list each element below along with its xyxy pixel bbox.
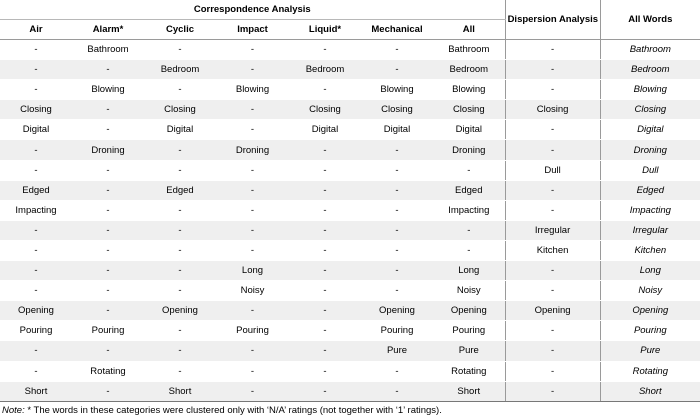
table-cell: -	[144, 160, 216, 180]
table-cell: Digital	[600, 120, 700, 140]
table-cell: Opening	[505, 301, 600, 321]
table-cell: Bedroom	[600, 60, 700, 80]
table-cell: Short	[0, 381, 72, 401]
table-cell: -	[0, 341, 72, 361]
table-cell: -	[289, 301, 361, 321]
table-cell: -	[361, 180, 433, 200]
table-cell: -	[216, 341, 289, 361]
table-cell: Rotating	[433, 361, 505, 381]
table-cell: Noisy	[433, 281, 505, 301]
note-text: * The words in these categories were clustered only with ‘N/A’ ratings (not together with ‘1’ ratings).	[24, 405, 442, 416]
table-cell: -	[72, 281, 144, 301]
table-cell: Impacting	[433, 200, 505, 220]
table-cell: -	[216, 60, 289, 80]
table-cell: Closing	[361, 100, 433, 120]
table-cell: Pouring	[361, 321, 433, 341]
table-cell: -	[0, 40, 72, 60]
table-cell: Pouring	[0, 321, 72, 341]
col-header-mechanical: Mechanical	[361, 20, 433, 40]
table-cell: -	[505, 80, 600, 100]
table-cell: Pouring	[216, 321, 289, 341]
table-row	[0, 321, 700, 341]
table-cell: -	[289, 160, 361, 180]
table-cell: Pouring	[433, 321, 505, 341]
table-row	[0, 361, 700, 381]
col-header-air: Air	[0, 20, 72, 40]
table-cell: -	[0, 140, 72, 160]
table-cell: -	[0, 281, 72, 301]
table-cell: Blowing	[72, 80, 144, 100]
table-cell: -	[289, 240, 361, 260]
table-cell: -	[289, 341, 361, 361]
table-cell: -	[289, 140, 361, 160]
table-row	[0, 80, 700, 100]
table-cell: -	[72, 240, 144, 260]
table-cell: Rotating	[72, 361, 144, 381]
table-cell: -	[72, 341, 144, 361]
table-cell: -	[216, 100, 289, 120]
table-cell: -	[216, 381, 289, 401]
table-cell: Edged	[433, 180, 505, 200]
table-row	[0, 40, 700, 60]
table-cell: -	[361, 40, 433, 60]
table-cell: -	[72, 220, 144, 240]
table-cell: Digital	[289, 120, 361, 140]
table-row	[0, 301, 700, 321]
table-row	[0, 261, 700, 281]
table-cell: -	[216, 120, 289, 140]
table-cell: -	[216, 240, 289, 260]
table-cell: Rotating	[600, 361, 700, 381]
table-cell: Short	[600, 381, 700, 401]
table-row	[0, 220, 700, 240]
table-cell: Pure	[361, 341, 433, 361]
table-cell: -	[216, 200, 289, 220]
table-cell: -	[144, 261, 216, 281]
table-cell: -	[505, 40, 600, 60]
table-cell: Bedroom	[144, 60, 216, 80]
table-cell: Opening	[600, 301, 700, 321]
table-cell: Long	[433, 261, 505, 281]
table-cell: Pure	[433, 341, 505, 361]
table-cell: Noisy	[600, 281, 700, 301]
table-cell: Droning	[433, 140, 505, 160]
table-row	[0, 60, 700, 80]
table-cell: Edged	[600, 180, 700, 200]
table-cell: -	[361, 60, 433, 80]
table-cell: -	[289, 281, 361, 301]
table-cell: Long	[600, 261, 700, 281]
table-cell: -	[144, 361, 216, 381]
table-cell: -	[0, 240, 72, 260]
note-label: Note:	[2, 405, 25, 416]
table-cell: Dull	[505, 160, 600, 180]
table-cell: -	[433, 160, 505, 180]
table-cell: Digital	[0, 120, 72, 140]
table-cell: Irregular	[600, 220, 700, 240]
table-cell: -	[72, 261, 144, 281]
table-cell: -	[505, 341, 600, 361]
table-cell: -	[72, 301, 144, 321]
col-header-liquid: Liquid*	[289, 20, 361, 40]
table-cell: Impacting	[0, 200, 72, 220]
table-cell: Kitchen	[600, 240, 700, 260]
table-cell: -	[505, 261, 600, 281]
table-cell: -	[144, 40, 216, 60]
table-cell: -	[289, 220, 361, 240]
table-cell: Impacting	[600, 200, 700, 220]
table-cell: -	[361, 261, 433, 281]
table-cell: Opening	[0, 301, 72, 321]
table-cell: -	[216, 160, 289, 180]
table-cell: -	[72, 160, 144, 180]
table-cell: Pouring	[72, 321, 144, 341]
table-cell: Opening	[433, 301, 505, 321]
table-cell: -	[72, 200, 144, 220]
table-cell: -	[72, 180, 144, 200]
table-cell: -	[361, 361, 433, 381]
table-cell: -	[144, 80, 216, 100]
table-cell: -	[289, 321, 361, 341]
table-cell: -	[361, 200, 433, 220]
table-cell: -	[289, 80, 361, 100]
table-cell: Kitchen	[505, 240, 600, 260]
table-cell: Bathroom	[433, 40, 505, 60]
table-cell: Edged	[144, 180, 216, 200]
table-cell: -	[144, 281, 216, 301]
table-cell: -	[505, 381, 600, 401]
table-cell: -	[433, 240, 505, 260]
table-row	[0, 140, 700, 160]
table-cell: -	[0, 361, 72, 381]
col-header-impact: Impact	[216, 20, 289, 40]
table-cell: -	[0, 261, 72, 281]
table-cell: Digital	[144, 120, 216, 140]
table-cell: Closing	[289, 100, 361, 120]
table-cell: Blowing	[361, 80, 433, 100]
table-cell: -	[505, 120, 600, 140]
table-cell: -	[144, 341, 216, 361]
table-cell: Closing	[505, 100, 600, 120]
table-cell: -	[144, 220, 216, 240]
table-cell: Droning	[72, 140, 144, 160]
table-cell: -	[505, 361, 600, 381]
col-header-cyclic: Cyclic	[144, 20, 216, 40]
col-header-alarm: Alarm*	[72, 20, 144, 40]
table-cell: -	[361, 140, 433, 160]
table-row	[0, 180, 700, 200]
table-cell: -	[289, 261, 361, 281]
table-cell: -	[505, 200, 600, 220]
table-row	[0, 281, 700, 301]
table-cell: -	[289, 381, 361, 401]
all-words-header: All Words	[600, 0, 700, 40]
table-cell: -	[289, 40, 361, 60]
table-cell: -	[289, 200, 361, 220]
table-cell: -	[505, 321, 600, 341]
table-cell: -	[216, 40, 289, 60]
table-cell: Short	[433, 381, 505, 401]
table-cell: -	[289, 180, 361, 200]
table-cell: Noisy	[216, 281, 289, 301]
table-cell: -	[216, 180, 289, 200]
table-cell: -	[216, 361, 289, 381]
table-cell: Short	[144, 381, 216, 401]
table-cell: -	[216, 301, 289, 321]
table-cell: Irregular	[505, 220, 600, 240]
table-cell: -	[289, 361, 361, 381]
table-cell: -	[72, 60, 144, 80]
table-cell: Closing	[600, 100, 700, 120]
table-row	[0, 240, 700, 260]
table-cell: -	[505, 60, 600, 80]
table-row	[0, 120, 700, 140]
table-cell: -	[72, 381, 144, 401]
table-row	[0, 200, 700, 220]
table-cell: -	[144, 140, 216, 160]
table-row	[0, 100, 700, 120]
table-cell: Pure	[600, 341, 700, 361]
table-cell: -	[0, 60, 72, 80]
correspondence-analysis-header: Correspondence Analysis	[0, 0, 505, 20]
table-cell: Long	[216, 261, 289, 281]
table-cell: Droning	[600, 140, 700, 160]
table-row	[0, 381, 700, 401]
table-cell: -	[505, 180, 600, 200]
table-cell: -	[0, 80, 72, 100]
table-cell: Pouring	[600, 321, 700, 341]
table-row	[0, 341, 700, 361]
table-body	[0, 40, 700, 402]
table-cell: -	[433, 220, 505, 240]
table-cell: -	[505, 140, 600, 160]
table-cell: Bathroom	[600, 40, 700, 60]
table-cell: Opening	[144, 301, 216, 321]
table-cell: Edged	[0, 180, 72, 200]
table-cell: Bedroom	[433, 60, 505, 80]
table-cell: -	[144, 321, 216, 341]
table-cell: -	[361, 240, 433, 260]
table-cell: -	[72, 120, 144, 140]
table-cell: Digital	[361, 120, 433, 140]
table-cell: Closing	[144, 100, 216, 120]
table-cell: -	[0, 220, 72, 240]
table-cell: Digital	[433, 120, 505, 140]
table-cell: Opening	[361, 301, 433, 321]
table-cell: -	[505, 281, 600, 301]
table-cell: -	[144, 200, 216, 220]
table-cell: Bedroom	[289, 60, 361, 80]
dispersion-analysis-header: Dispersion Analysis	[505, 0, 600, 40]
table-cell: -	[361, 381, 433, 401]
table-cell: Blowing	[433, 80, 505, 100]
table-cell: Bathroom	[72, 40, 144, 60]
table-cell: -	[144, 240, 216, 260]
table-note	[2, 405, 442, 416]
table-cell: -	[361, 281, 433, 301]
table-cell: -	[216, 220, 289, 240]
table-cell: -	[0, 160, 72, 180]
table-cell: Closing	[0, 100, 72, 120]
table-cell: -	[361, 160, 433, 180]
table-cell: Closing	[433, 100, 505, 120]
table-cell: Dull	[600, 160, 700, 180]
table-row	[0, 160, 700, 180]
table-cell: -	[361, 220, 433, 240]
table-cell: -	[72, 100, 144, 120]
col-header-all: All	[433, 20, 505, 40]
table-cell: Droning	[216, 140, 289, 160]
table-cell: Blowing	[216, 80, 289, 100]
table-cell: Blowing	[600, 80, 700, 100]
